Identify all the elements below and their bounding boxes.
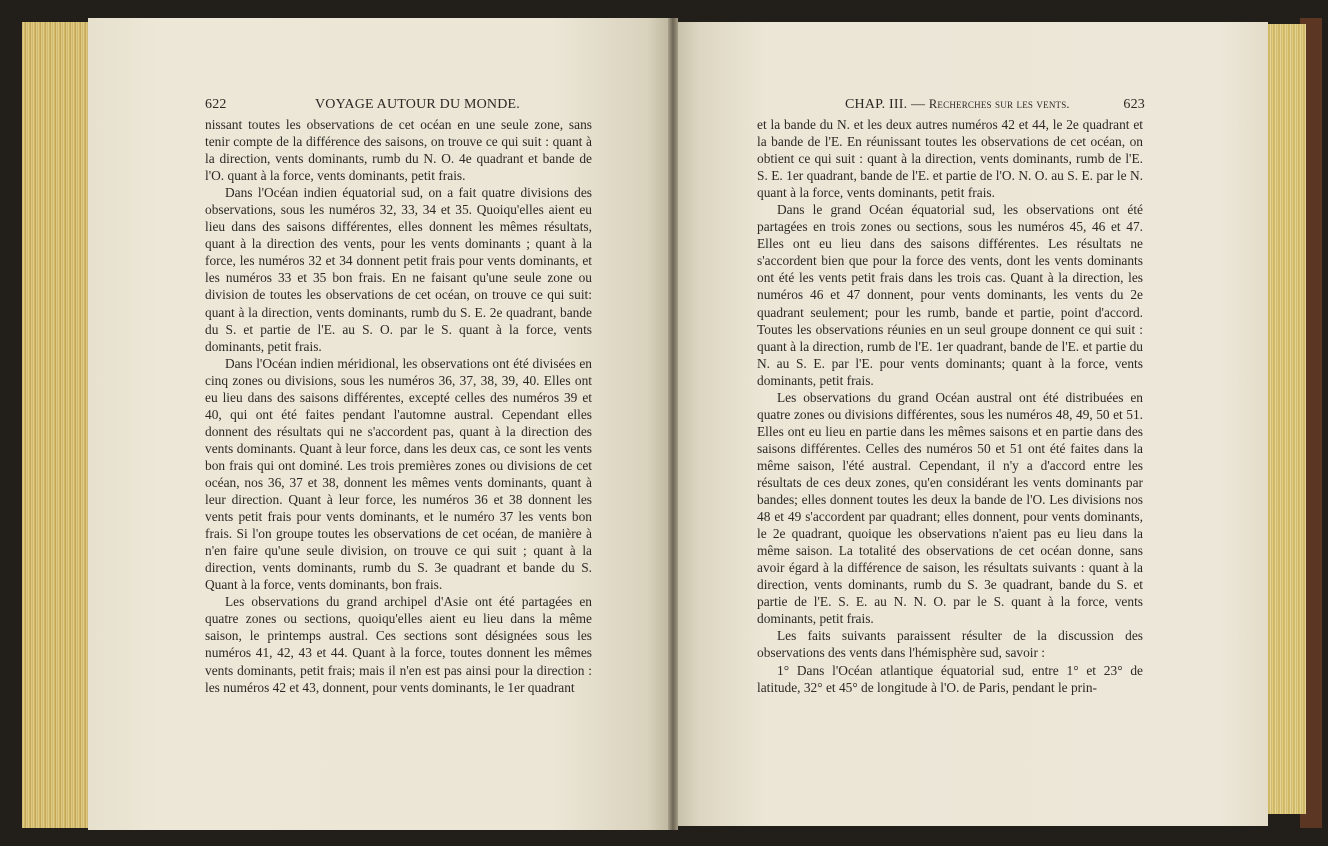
right-paragraph-4: Les faits suivants paraissent résulter de la discussion des observations des vents dans l'hémisphère sud, savoir : bbox=[757, 628, 1143, 661]
right-page-number: 623 bbox=[1123, 97, 1145, 112]
right-paragraph-2: Dans le grand Océan équatorial sud, les observations ont été partagées en trois zones ou sections, sous les numéros 45, 46 et 47. Elles ont eu lieu dans des saisons différentes. Les résultats ne s'accordent bien que pour la force des vents, dont les vents dominants ont été les vents petit frais dans les trois cas. Quant à la direction, les numéros 46 et 47 donnent, pour vents dominants, les vents du 2e quadrant seulement; pour les rumb, bande et partie, point d'accord. Toutes les observations réunies en un seul groupe donnent ce qui suit : quant à la direction, rumb de l'E. 1er quadrant, bande de l'E. et partie du N. au S. E. par l'E. pour vents dominants; quant à la force, vents dominants, petit frais. bbox=[757, 202, 1143, 388]
left-page-number: 622 bbox=[205, 97, 227, 112]
right-running-head bbox=[845, 97, 1070, 113]
page-edges-left bbox=[22, 22, 92, 828]
page-edges-right bbox=[1262, 24, 1306, 814]
book-gutter bbox=[668, 18, 678, 830]
right-running-head-prefix: CHAP. III. — bbox=[845, 97, 926, 112]
left-page-text bbox=[205, 116, 592, 696]
left-paragraph-2: Dans l'Océan indien équatorial sud, on a fait quatre divisions des observations, sous les numéros 32, 33, 34 et 35. Quoiqu'elles aient eu lieu dans des saisons différentes, elles donnent les mêmes résultats, quant à la direction des vents, pour les vents dominants ; quant à la force, les numéros 32 et 34 donnent petit frais pour vents dominants, et les numéros 33 et 35 bon frais. En ne faisant qu'une seule zone ou division de toutes les observations de cet océan, on trouve ce qui suit: quant à la direction, vents dominants, rumb du S. E. 2e quadrant, bande du S. et partie de l'E. au S. O. par le S. quant à la force, vents dominants, petit frais. bbox=[205, 185, 592, 354]
right-paragraph-1: et la bande du N. et les deux autres numéros 42 et 44, le 2e quadrant et la bande de l'E. En réunissant toutes les observations de cet océan, on obtient ce qui suit : quant à la direction, vents dominants, rumb de l'E. S. E. 1er quadrant, bande de l'E. et partie de l'O. N. O. au S. E. par le N. quant à la force, vents dominants, petit frais. bbox=[757, 117, 1143, 201]
left-paragraph-4: Les observations du grand archipel d'Asie ont été partagées en quatre zones ou sections, quoiqu'elles aient eu lieu dans la même saison, le printemps austral. Ces sections sont désignées sous les numéros 41, 42, 43 et 44. Quant à la force, toutes donnent les mêmes vents dominants, petit frais; mais il n'en est pas ainsi pour la direction : les numéros 42 et 43, donnent, pour vents dominants, le 1er quadrant bbox=[205, 594, 592, 695]
right-paragraph-5: 1° Dans l'Océan atlantique équatorial sud, entre 1° et 23° de latitude, 32° et 45° de longitude à l'O. de Paris, pendant le prin- bbox=[757, 662, 1143, 695]
left-running-head: VOYAGE AUTOUR DU MONDE. bbox=[315, 97, 521, 112]
right-running-head-title: Recherches sur les vents. bbox=[928, 97, 1070, 111]
right-page-text bbox=[757, 116, 1143, 696]
left-page-header bbox=[205, 97, 595, 115]
right-paragraph-3: Les observations du grand Océan austral ont été distribuées en quatre zones ou divisions différentes, sous les numéros 48, 49, 50 et 51. Elles ont eu lieu en partie dans les mêmes saisons et en partie dans des saisons différentes. Celles des numéros 50 et 51 ont été faites dans la même saison, l'été austral. Cependant, il n'y a d'accord entre les résultats de ces deux zones, qu'en considérant les vents dominants par bandes; elles donnent toutes les deux la bande de l'O. Les divisions nos 48 et 49 s'accordent par quadrant; elles donnent, pour vents dominants, le 2e quadrant, quoique les observations n'aient pas eu lieu dans la même saison. La totalité des observations de cet océan donne, sans avoir égard à la différence de saison, les résultats suivants : quant à la direction, vents dominants, rumb du S. 3e quadrant, bande du S. et partie de l'E. S. E. au N. N. O. par le S. quant à la force, vents dominants, petit frais. bbox=[757, 389, 1143, 627]
right-page-header bbox=[757, 97, 1145, 115]
left-paragraph-3: Dans l'Océan indien méridional, les observations ont été divisées en cinq zones ou divisions, sous les numéros 36, 37, 38, 39, 40. Elles ont eu lieu dans des saisons différentes, excepté celles des numéros 39 et 40, qui ont été faites pendant l'automne austral. Cependant elles donnent des résultats qui ne s'accordent pas, quant à la direction des vents dominants. Quant à leur force, dans les deux cas, ce sont les vents bon frais qui ont dominé. Les trois premières zones ou divisions de cet océan, nos 36, 37 et 38, donnent les mêmes vents dominants, quant à leur direction. Quant à leur force, les numéros 36 et 38 donnent les vents petit frais pour vents dominants, et le numéro 37 les vents bon frais. Si l'on groupe toutes les observations de cet océan, de manière à n'en faire qu'une seule division, on trouve ce qui suit ; quant à la direction, vents dominants, rumb du S. 3e quadrant et bande du S. Quant à la force, vents dominants, bon frais. bbox=[205, 355, 592, 593]
left-paragraph-1: nissant toutes les observations de cet océan en une seule zone, sans tenir compte de la différence des saisons, on trouve ce qui suit : quant à la direction, vents dominants, rumb du N. O. 4e quadrant et bande de l'O. quant à la force, vents dominants, petit frais. bbox=[205, 117, 592, 184]
